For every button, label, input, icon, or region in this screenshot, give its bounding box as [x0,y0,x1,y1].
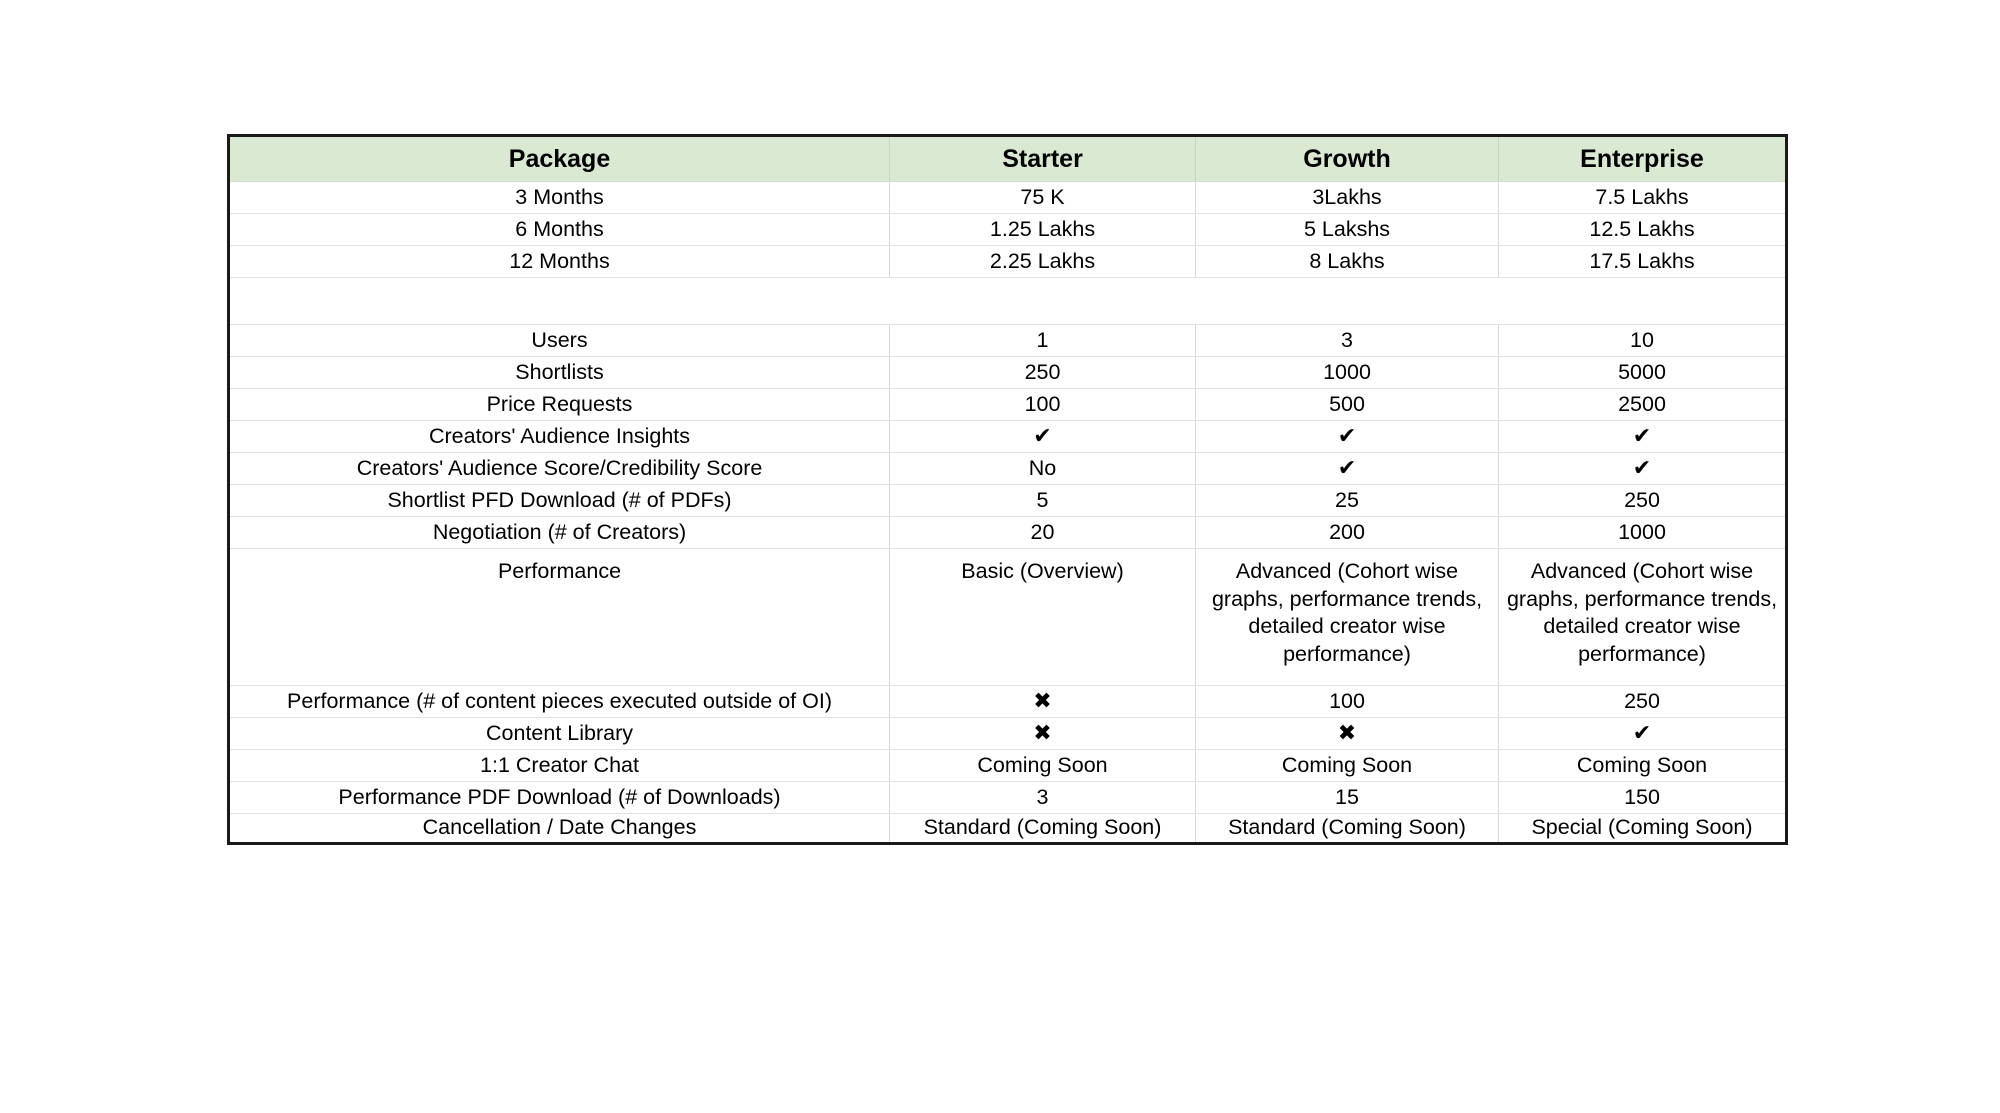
growth-value: 5 Lakshs [1196,214,1499,246]
growth-value: 100 [1196,686,1499,718]
starter-value: 5 [890,485,1196,517]
table-header-row [229,136,1787,182]
enterprise-value: 150 [1499,782,1787,814]
enterprise-value: 10 [1499,325,1787,357]
table-row [229,421,1787,453]
enterprise-value: Coming Soon [1499,750,1787,782]
growth-value: Standard (Coming Soon) [1196,814,1499,844]
enterprise-value: 2500 [1499,389,1787,421]
cross-glyph: ✖ [1033,688,1052,714]
table-header [229,136,1787,182]
growth-value: 1000 [1196,357,1499,389]
feature-label: Price Requests [229,389,890,421]
table-row [229,750,1787,782]
feature-label: Shortlists [229,357,890,389]
enterprise-value: 5000 [1499,357,1787,389]
starter-value: 250 [890,357,1196,389]
feature-label: Cancellation / Date Changes [229,814,890,844]
starter-value: 1 [890,325,1196,357]
feature-label: Performance PDF Download (# of Downloads) [229,782,890,814]
starter-value: Standard (Coming Soon) [890,814,1196,844]
feature-label: 12 Months [229,246,890,278]
starter-value: 75 K [890,182,1196,214]
starter-value: 20 [890,517,1196,549]
package-pricing-table [227,134,1788,845]
table-row [229,182,1787,214]
enterprise-value: Advanced (Cohort wise graphs, performance trends, detailed creator wise performance) [1499,549,1787,686]
check-icon [1499,421,1787,453]
table-row [229,453,1787,485]
feature-label: Creators' Audience Score/Credibility Score [229,453,890,485]
enterprise-value: 12.5 Lakhs [1499,214,1787,246]
pricing-comparison-table [227,134,1785,845]
starter-value: 3 [890,782,1196,814]
check-glyph: ✔ [1033,423,1052,449]
table-row [229,246,1787,278]
growth-value: Coming Soon [1196,750,1499,782]
check-glyph: ✔ [1632,455,1652,481]
cross-icon [890,718,1196,750]
feature-label: 3 Months [229,182,890,214]
starter-value: 1.25 Lakhs [890,214,1196,246]
growth-value: Advanced (Cohort wise graphs, performance trends, detailed creator wise performance) [1196,549,1499,686]
column-header-enterprise: Enterprise [1499,136,1787,182]
feature-label: Performance [229,549,890,686]
growth-value: 8 Lakhs [1196,246,1499,278]
column-header-package: Package [229,136,890,182]
check-glyph: ✔ [1337,455,1357,481]
column-header-growth: Growth [1196,136,1499,182]
check-glyph: ✔ [1337,423,1357,449]
starter-value: No [890,453,1196,485]
table-row [229,718,1787,750]
growth-value: 3 [1196,325,1499,357]
table-row [229,389,1787,421]
feature-label: Shortlist PFD Download (# of PDFs) [229,485,890,517]
check-icon [1499,453,1787,485]
feature-label: 1:1 Creator Chat [229,750,890,782]
check-icon [1196,421,1499,453]
feature-label: Negotiation (# of Creators) [229,517,890,549]
growth-value: 200 [1196,517,1499,549]
starter-value: Basic (Overview) [890,549,1196,686]
enterprise-value: 250 [1499,686,1787,718]
growth-value: 25 [1196,485,1499,517]
spacer-cell [229,278,1787,325]
feature-label: Creators' Audience Insights [229,421,890,453]
column-header-starter: Starter [890,136,1196,182]
table-row [229,325,1787,357]
table-row [229,549,1787,686]
cross-icon [1196,718,1499,750]
starter-value: 100 [890,389,1196,421]
cross-glyph: ✖ [1033,720,1052,746]
enterprise-value: 7.5 Lakhs [1499,182,1787,214]
table-row [229,686,1787,718]
cross-icon [890,686,1196,718]
table-spacer-row [229,278,1787,325]
table-row [229,485,1787,517]
table-row [229,517,1787,549]
table-row [229,214,1787,246]
table-row [229,782,1787,814]
check-glyph: ✔ [1632,720,1652,746]
feature-label: Users [229,325,890,357]
feature-label: Content Library [229,718,890,750]
check-icon [1196,453,1499,485]
table-row [229,357,1787,389]
enterprise-value: 1000 [1499,517,1787,549]
enterprise-value: Special (Coming Soon) [1499,814,1787,844]
table-body [229,182,1787,844]
starter-value: 2.25 Lakhs [890,246,1196,278]
enterprise-value: 250 [1499,485,1787,517]
growth-value: 500 [1196,389,1499,421]
feature-label: 6 Months [229,214,890,246]
growth-value: 15 [1196,782,1499,814]
cross-glyph: ✖ [1337,720,1357,746]
table-row [229,814,1787,844]
starter-value: Coming Soon [890,750,1196,782]
growth-value: 3Lakhs [1196,182,1499,214]
feature-label: Performance (# of content pieces executed outside of OI) [229,686,890,718]
check-icon [1499,718,1787,750]
check-glyph: ✔ [1632,423,1652,449]
enterprise-value: 17.5 Lakhs [1499,246,1787,278]
check-icon [890,421,1196,453]
